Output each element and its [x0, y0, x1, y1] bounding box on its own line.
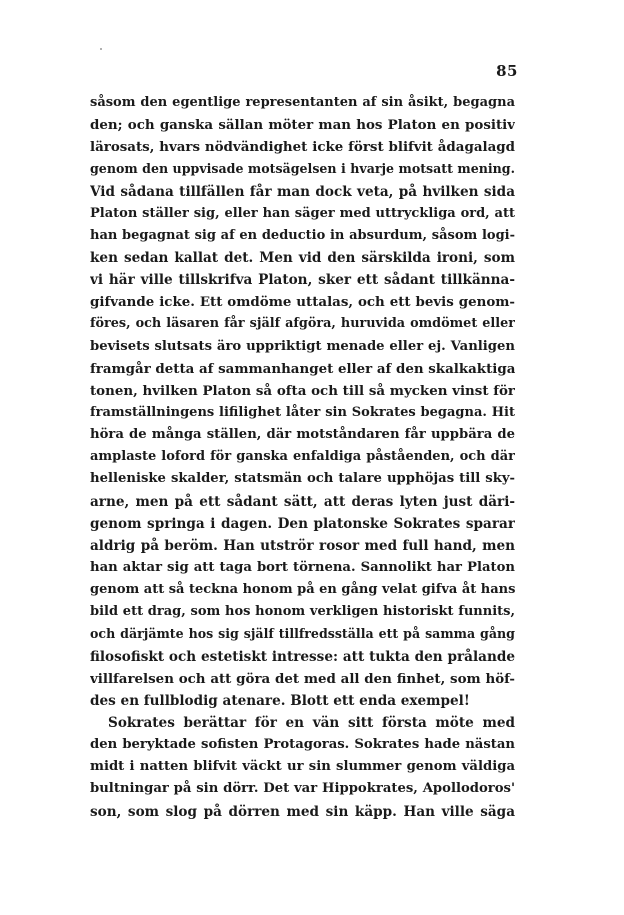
paragraph-end-line: des en fullblodig atenare. Blott ett enda exempel!: [90, 692, 470, 709]
text-line: den beryktade sofisten Protagoras. Sokrates hade nästan: [90, 737, 515, 753]
page-number: 85: [496, 62, 518, 80]
text-line: Platon ställer sig, eller han säger med uttryckliga ord, att: [90, 205, 515, 221]
text-line: Vid sådana tillfällen får man dock veta, på hvilken sida: [90, 183, 515, 200]
text-line: helleniske skalder, statsmän och talare upphöjas till sky-: [90, 471, 515, 487]
text-line: filosofiskt och estetiskt intresse: att tukta den prålande: [90, 648, 515, 665]
text-line: aldrig på beröm. Han utströr rosor med full hand, men: [90, 537, 515, 554]
text-line: höra de många ställen, där motståndaren får uppbära de: [90, 427, 515, 443]
text-line: ken sedan kallat det. Men vid den särskilda ironi, som: [90, 249, 515, 266]
text-line: amplaste loford för ganska enfaldiga påståenden, och där: [90, 449, 515, 465]
text-line: genom springa i dagen. Den platonske Sokrates sparar: [90, 515, 515, 532]
text-line: den; och ganska sällan möter man hos Platon en positiv: [90, 117, 515, 134]
text-line: han begagnat sig af en deductio in absurdum, såsom logi-: [90, 227, 515, 243]
text-line: han aktar sig att taga bort törnena. Sannolikt har Platon: [90, 559, 515, 575]
text-line: midt i natten blifvit väckt ur sin slummer genom väldiga: [90, 759, 515, 775]
text-line: såsom den egentlige representanten af sin åsikt, begagna: [90, 95, 515, 110]
text-line: bild ett drag, som hos honom verkligen historiskt funnits,: [90, 604, 515, 620]
text-line: bultningar på sin dörr. Det var Hippokrates, Apollodoros': [90, 781, 515, 797]
text-line: och därjämte hos sig själf tillfredsställa ett på samma gång: [90, 626, 515, 642]
text-line: framgår detta af sammanhanget eller af den skalkaktiga: [90, 360, 515, 377]
text-line: framställningens lifilighet låter sin Sokrates begagna. Hit: [90, 404, 515, 420]
text-line: villfarelsen och att göra det med all den finhet, som höf-: [90, 670, 515, 687]
text-line: lärosats, hvars nödvändighet icke först blifvit ådagalagd: [90, 139, 515, 156]
text-line: son, som slog på dörren med sin käpp. Han ville säga: [90, 803, 515, 820]
body-text: [90, 92, 515, 823]
text-line: arne, men på ett sådant sätt, att deras lyten just däri-: [90, 493, 515, 510]
paragraph-start-line: Sokrates berättar för en vän sitt första möte med: [108, 714, 515, 731]
text-line: genom att så teckna honom på en gång velat gifva åt hans: [90, 582, 515, 598]
text-line: vi här ville tillskrifva Platon, sker ett sådant tillkänna-: [90, 272, 515, 289]
text-line: gifvande icke. Ett omdöme uttalas, och ett bevis genom-: [90, 294, 515, 311]
paper-speck: [100, 48, 102, 50]
text-line: genom den uppvisade motsägelsen i hvarje motsatt mening.: [90, 161, 515, 177]
text-line: tonen, hvilken Platon så ofta och till så mycken vinst för: [90, 382, 515, 399]
text-line: bevisets slutsats äro uppriktigt menade eller ej. Vanligen: [90, 338, 515, 354]
text-line: föres, och läsaren får själf afgöra, huruvida omdömet eller: [90, 316, 515, 332]
